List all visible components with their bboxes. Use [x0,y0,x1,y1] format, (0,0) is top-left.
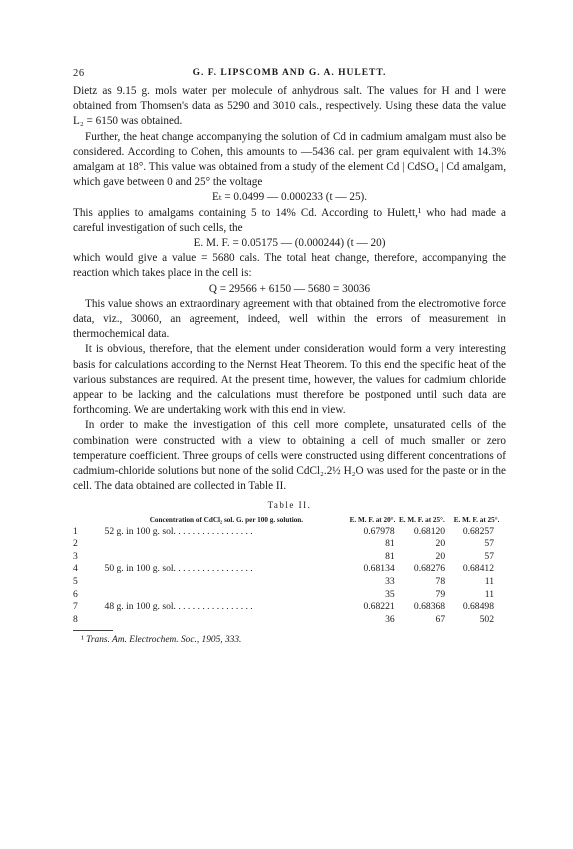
paragraph: This applies to amalgams containing 5 to 14% Cd. According to Hulett,¹ who had made a careful investigation of such cells, the [73,206,506,234]
header-emf-20: E. M. F. at 20°. [349,515,396,524]
table-row [73,526,506,539]
emf-25b-cell: 57 [484,550,494,562]
table-row [73,563,506,576]
paragraph: This value shows an extraordinary agreement with that obtained from the electromotive force data, viz., 30060, an agreement, indeed, well within the errors of measurement in thermochemical data. [73,297,506,341]
footnote-rule [73,630,113,631]
row-number: 4 [73,563,78,575]
footnote [81,633,506,648]
emf-20-cell: 81 [385,550,395,562]
concentration-cell: 48 g. in 100 g. sol. . . . . . . . . . . . . . . . . [104,601,253,613]
concentration-cell [105,538,349,551]
row-number: 2 [73,538,78,550]
concentration-cell [105,589,349,602]
equation: E. M. F. = 0.05175 — (0.000244) (t — 20) [193,237,386,250]
table-row [73,576,506,589]
emf-25-cell: 0.68368 [413,601,446,613]
emf-20-cell: 0.67978 [363,525,395,537]
page-header [73,66,506,84]
table-row [73,589,506,602]
table-header-row [73,516,506,526]
concentration-cell [105,551,349,564]
emf-20-cell: 0.68134 [363,563,395,575]
data-table [73,516,506,627]
emf-25b-cell: 11 [484,588,494,600]
page [73,66,506,649]
emf-20-cell: 36 [385,613,395,625]
emf-25-cell: 20 [435,550,446,562]
concentration-cell [105,614,349,627]
emf-20-cell: 81 [385,538,395,550]
footnote-marker: ¹ [81,635,84,646]
row-number: 1 [73,525,78,537]
table-row [73,538,506,551]
footnote-text: Trans. Am. Electrochem. Soc., 1905, 333. [86,635,242,646]
concentration-cell [105,576,349,589]
emf-25-cell: 78 [435,576,446,588]
emf-25b-cell: 0.68412 [462,563,494,575]
row-number: 8 [73,613,78,625]
emf-25-cell: 0.68120 [413,525,446,537]
emf-25b-cell: 0.68257 [462,525,494,537]
emf-25b-cell: 502 [479,613,494,625]
paragraph: which would give a value = 5680 cals. The total heat change, therefore, accompanying the reaction which takes place in the cell is: [73,252,506,280]
header-concentration: Concentration of CdCl₂ sol. G. per 100 g. solution. [149,515,304,524]
emf-25-cell: 79 [435,588,446,600]
header-emf-25: E. M. F. at 25°. [399,515,445,524]
equation: Q = 29566 + 6150 — 5680 = 30036 [208,282,371,295]
emf-20-cell: 33 [385,576,395,588]
table-caption: Table II. [267,500,312,511]
page-number: 26 [73,68,85,79]
emf-25b-cell: 57 [484,538,494,550]
header-emf-25b: E. M. F. at 25°. [453,515,500,524]
emf-20-cell: 0.68221 [363,601,395,613]
table-row [73,601,506,614]
emf-25-cell: 67 [435,613,446,625]
paragraph: In order to make the investigation of this cell more complete, unsaturated cells of the combination were constructed with a view to obtaining a cell of much smaller or zero temperature coefficient. Three groups of cells were constructed using different concentrations of cadmium-chloride solutions but none of the solid CdCl₂.2½ H₂O was used for the paste or in the cell. The data obtained are collected in Table II. [73,419,506,493]
paragraph: It is obvious, therefore, that the element under consideration would form a very interesting basis for calculations according to the Nernst Heat Theorem. To this end the specific heat of the various substances are required. At the present time, however, the values for cadmium chloride appear to be lacking and the calculations must therefore be postponed until such data are forthcoming. We are undertaking work with this end in view. [73,343,506,417]
running-title: G. F. LIPSCOMB AND G. A. HULETT. [192,68,387,78]
concentration-cell: 52 g. in 100 g. sol. . . . . . . . . . . . . . . . . [104,525,253,537]
paragraph: Further, the heat change accompanying the solution of Cd in cadmium amalgam must also be considered. According to Cohen, this amounts to —5436 cal. per gram equivalent with 14.3% amalgam at 18°. This value was obtained from a study of the element Cd | CdSO₄ | Cd amalgam, which gave between 0 and 25° the voltage [73,130,506,189]
row-number: 6 [73,588,78,600]
paragraph: Dietz as 9.15 g. mols water per molecule of anhydrous salt. The values for H and l were obtained from Thomsen's data as 5290 and 3010 cals., respectively. Using these data the value L₂ = 6150 was obtained. [73,85,506,128]
table-row [73,614,506,627]
emf-25-cell: 0.68276 [413,563,446,575]
concentration-cell: 50 g. in 100 g. sol. . . . . . . . . . . . . . . . . [104,563,253,575]
equation: Eₜ = 0.0499 — 0.000233 (t — 25). [211,191,368,204]
emf-20-cell: 35 [385,588,395,600]
row-number: 5 [73,576,78,588]
row-number: 7 [73,601,78,613]
emf-25b-cell: 11 [484,576,494,588]
row-number: 3 [73,550,78,562]
table-row [73,551,506,564]
emf-25b-cell: 0.68498 [462,601,494,613]
emf-25-cell: 20 [435,538,446,550]
